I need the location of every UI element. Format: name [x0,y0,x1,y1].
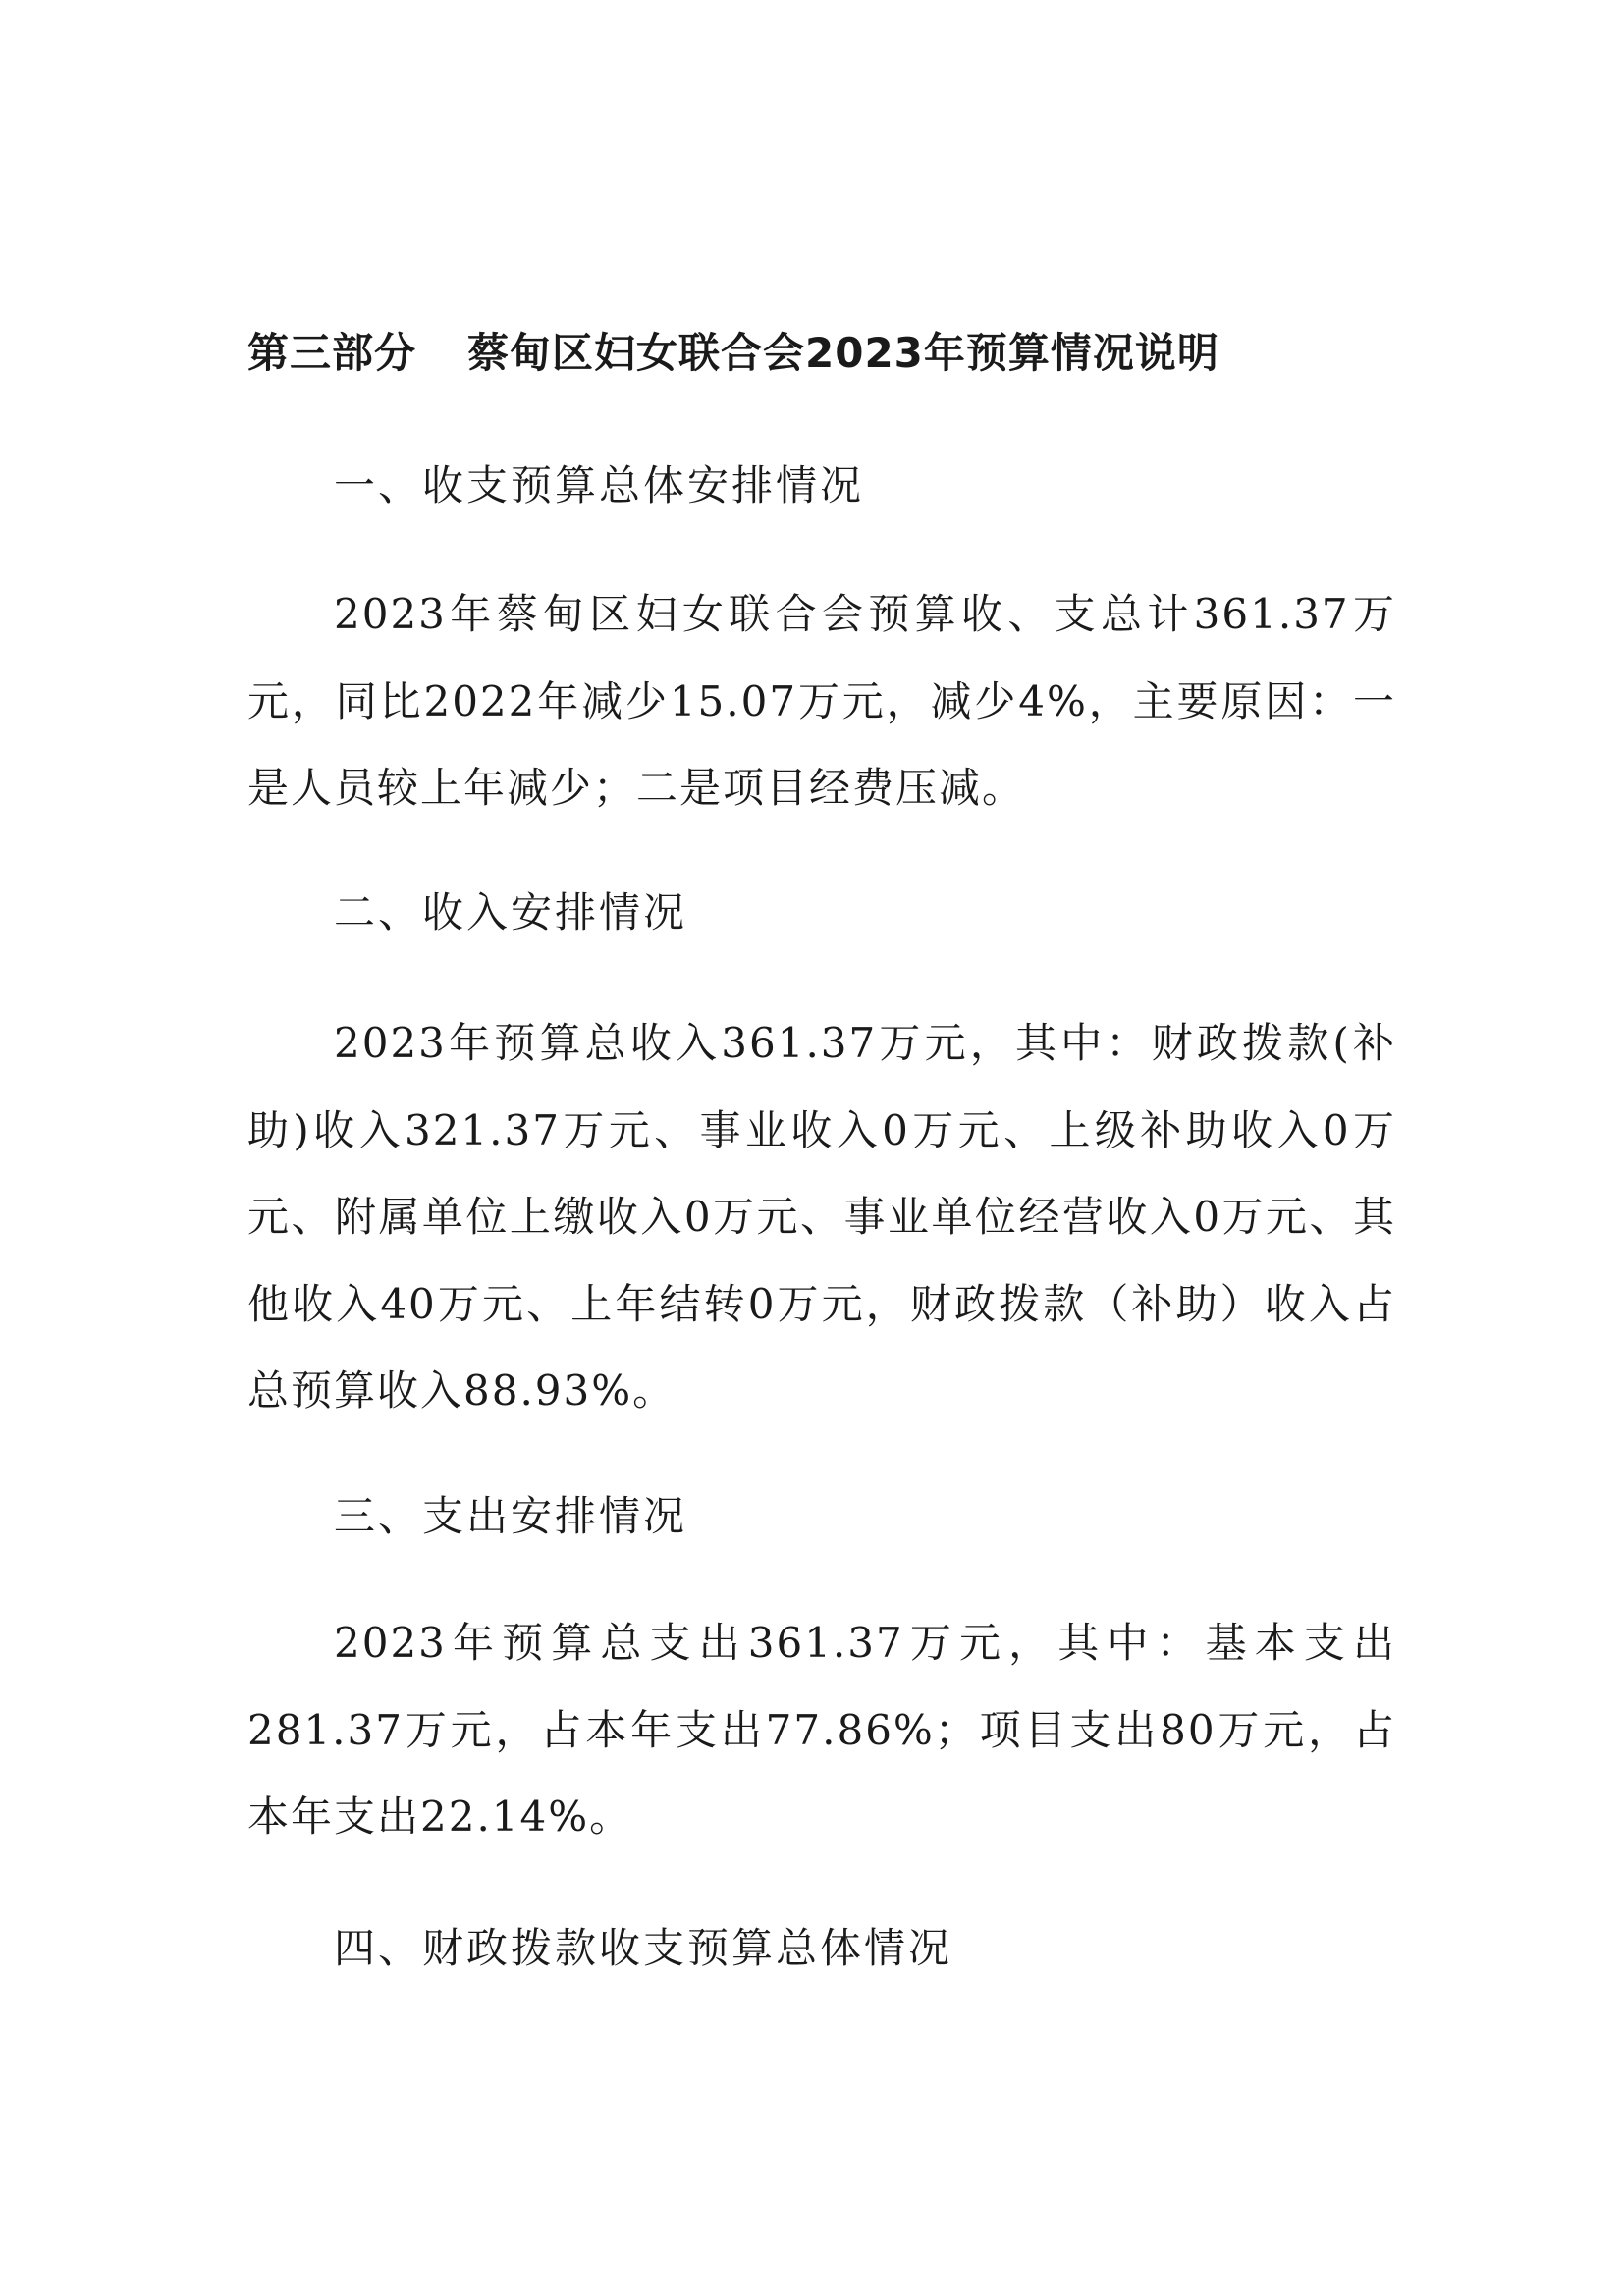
section-heading-2: 二、收入安排情况 [334,888,688,936]
section-body-2: 2023年预算总收入361.37万元，其中：财政拨款(补助)收入321.37万元、事业收入0万元、上级补助收入0万元、附属单位上缴收入0万元、事业单位经营收入0万元、其他收入40万元、上年结转0万元，财政拨款（补助）收入占总预算收入88.93%。 [247,1019,1396,1415]
title-main: 蔡甸区妇女联合会2023年预算情况说明 [467,329,1219,377]
section-body-1: 2023年蔡甸区妇女联合会预算收、支总计361.37万元，同比2022年减少15.07万元，减少4%，主要原因：一是人员较上年减少；二是项目经费压减。 [247,590,1396,812]
section-body-3: 2023年预算总支出361.37万元，其中：基本支出281.37万元，占本年支出77.86%；项目支出80万元，占本年支出22.14%。 [247,1619,1396,1841]
page-title [247,324,1377,383]
section-heading-3: 三、支出安排情况 [334,1492,688,1540]
section-heading-1: 一、收支预算总体安排情况 [334,461,865,509]
section-heading-4: 四、财政拨款收支预算总体情况 [334,1924,953,1972]
title-part: 第三部分 [247,329,417,377]
